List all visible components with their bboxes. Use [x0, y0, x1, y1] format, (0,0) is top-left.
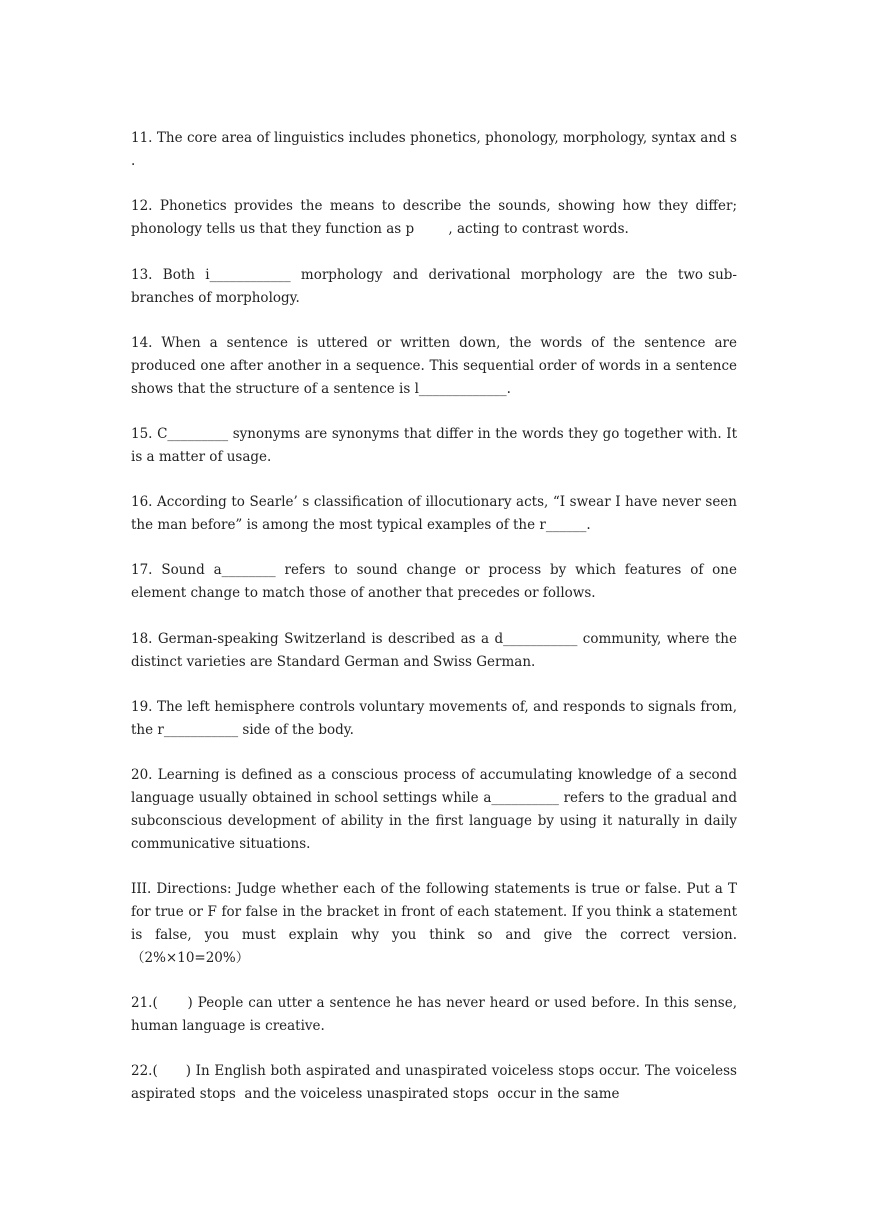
section-iii-directions: III. Directions: Judge whether each of the following statements is true or false. Put a T for true or F for false in the bracket in front of each statement. If you think a statement is false, you must explain why you think so and give the correct version. （2%×10=20%） — [131, 881, 742, 966]
question-18: 18. German-speaking Switzerland is described as a d___________ community, where the distinct varieties are Standard German and Swiss German. — [131, 631, 742, 670]
question-16: 16. According to Searle’ s classification of illocutionary acts, “I swear I have never seen the man before” is among the most typical examples of the r______. — [131, 494, 742, 533]
question-20: 20. Learning is defined as a conscious process of accumulating knowledge of a second language usually obtained in school settings while a__________ refers to the gradual and subconscious development of ability in the first language by using it naturally in daily communicative situations. — [131, 767, 742, 852]
question-19: 19. The left hemisphere controls voluntary movements of, and responds to signals from, the r___________ side of the body. — [131, 699, 742, 738]
question-14: 14. When a sentence is uttered or written down, the words of the sentence are produced one after another in a sequence. This sequential order of words in a sentence shows that the structure of a sentence is l_____________. — [131, 335, 742, 397]
question-22: 22.( ) In English both aspirated and unaspirated voiceless stops occur. The voiceless aspirated stops and the voiceless unaspirated stops occur in the same — [131, 1063, 742, 1102]
question-11: 11. The core area of linguistics includes phonetics, phonology, morphology, syntax and s . — [131, 130, 806, 169]
question-21: 21.( ) People can utter a sentence he has never heard or used before. In this sense, human language is creative. — [131, 995, 742, 1034]
question-13: 13. Both i____________ morphology and derivational morphology are the two sub-branches of morphology. — [131, 267, 737, 306]
question-17: 17. Sound a________ refers to sound change or process by which features of one element change to match those of another that precedes or follows. — [131, 562, 742, 601]
question-15: 15. C_________ synonyms are synonyms that differ in the words they go together with. It is a matter of usage. — [131, 426, 742, 465]
question-12: 12. Phonetics provides the means to describe the sounds, showing how they differ; phonology tells us that they function as p , acting to contrast words. — [131, 198, 742, 237]
